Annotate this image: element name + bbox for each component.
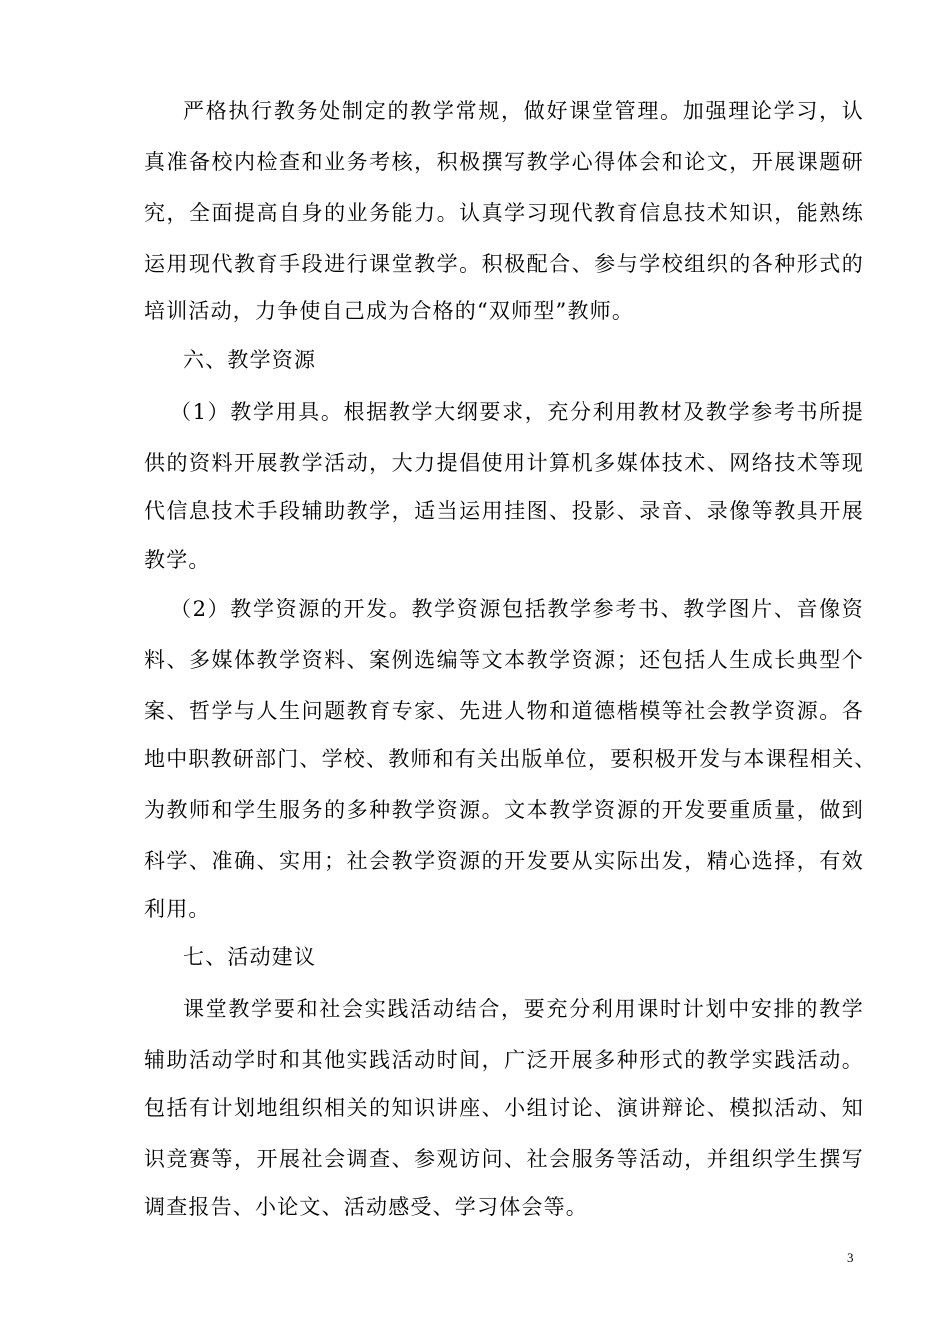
paragraph-2-line-2: 供的资料开展教学活动，大力提倡使用计算机多媒体技术、网络技术等现 [144, 451, 864, 475]
paragraph-2-line-4: 教学。 [144, 548, 211, 572]
paragraph-1-line-1: 严格执行教务处制定的教学常规，做好课堂管理。加强理论学习，认 [183, 99, 864, 123]
paragraph-2-line-3: 代信息技术手段辅助教学，适当运用挂图、投影、录音、录像等教具开展 [144, 499, 864, 523]
section-heading-7: 七、活动建议 [183, 945, 317, 969]
paragraph-1-line-5: 培训活动，力争使自己成为合格的“双师型”教师。 [144, 299, 635, 323]
paragraph-4-line-2: 辅助活动学时和其他实践活动时间，广泛开展多种形式的教学实践活动。 [144, 1048, 864, 1072]
paragraph-1-line-2: 真准备校内检查和业务考核，积极撰写教学心得体会和论文，开展课题研 [144, 150, 864, 174]
paragraph-3-line-3: 案、哲学与人生问题教育专家、先进人物和道德楷模等社会教学资源。各 [144, 699, 864, 723]
paragraph-4-line-4: 识竞赛等，开展社会调查、参观访问、社会服务等活动，并组织学生撰写 [144, 1147, 864, 1171]
paragraph-4-line-3: 包括有计划地组织相关的知识讲座、小组讨论、演讲辩论、模拟活动、知 [144, 1096, 864, 1120]
paragraph-3-line-7: 利用。 [144, 897, 211, 921]
paragraph-3-line-4: 地中职教研部门、学校、教师和有关出版单位，要积极开发与本课程相关、 [144, 747, 877, 771]
paragraph-2-line-1: （1）教学用具。根据教学大纲要求，充分利用教材及教学参考书所提 [170, 400, 864, 424]
paragraph-3-line-2: 料、多媒体教学资料、案例选编等文本教学资源；还包括人生成长典型个 [144, 648, 864, 672]
paragraph-1-line-3: 究，全面提高自身的业务能力。认真学习现代教育信息技术知识，能熟练 [144, 201, 864, 225]
paragraph-1-line-4: 运用现代教育手段进行课堂教学。积极配合、参与学校组织的各种形式的 [144, 252, 864, 276]
paragraph-4-line-5: 调查报告、小论文、活动感受、学习体会等。 [144, 1195, 588, 1219]
paragraph-3-line-5: 为教师和学生服务的多种教学资源。文本教学资源的开发要重质量，做到 [144, 798, 864, 822]
paragraph-3-line-6: 科学、准确、实用；社会教学资源的开发要从实际出发，精心选择，有效 [144, 849, 864, 873]
paragraph-4-line-1: 课堂教学要和社会实践活动结合，要充分利用课时计划中安排的教学 [183, 997, 864, 1021]
section-heading-6: 六、教学资源 [183, 348, 317, 372]
page-number: 3 [847, 1250, 854, 1265]
paragraph-3-line-1: （2）教学资源的开发。教学资源包括教学参考书、教学图片、音像资 [170, 597, 864, 621]
